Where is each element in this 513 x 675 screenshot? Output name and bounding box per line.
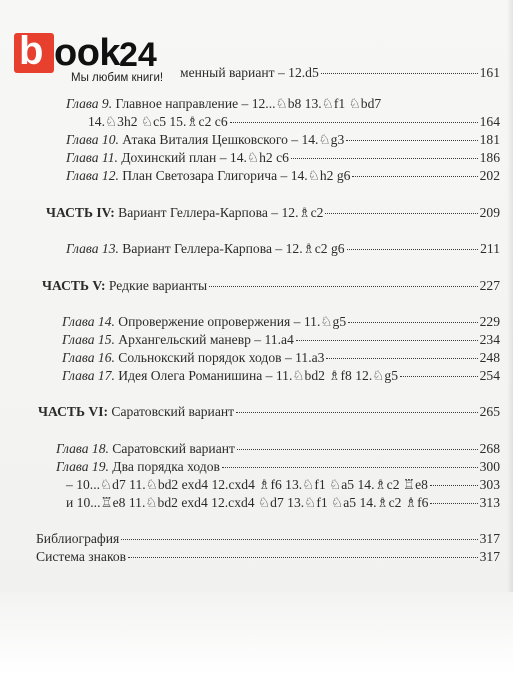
dot-leader bbox=[352, 176, 477, 177]
toc-part-row bbox=[38, 403, 500, 421]
chapter-label: Глава 16. bbox=[62, 350, 115, 365]
page-edge-shadow bbox=[507, 0, 513, 592]
logo-number: 24 bbox=[119, 36, 157, 74]
dot-leader bbox=[222, 467, 478, 468]
toc-page-number: 268 bbox=[479, 441, 500, 456]
dot-leader bbox=[121, 539, 477, 540]
toc-row bbox=[62, 349, 500, 367]
toc-row bbox=[66, 149, 500, 167]
dot-leader bbox=[348, 322, 477, 323]
toc-page-number: 186 bbox=[479, 150, 500, 165]
toc-title: и 10...♖e8 11.♘bd2 exd4 12.cxd4 ♘d7 13.♘f1 ♘a5 14.♗c2 ♗f6 bbox=[66, 495, 429, 510]
toc-title: Сольнокский порядок ходов – 11.a3 bbox=[114, 350, 325, 365]
toc-page-number: 234 bbox=[479, 332, 500, 347]
toc-row bbox=[180, 64, 500, 82]
toc-title: Редкие варианты bbox=[105, 278, 208, 293]
toc-row bbox=[66, 95, 446, 113]
toc-row bbox=[36, 530, 500, 548]
toc-row bbox=[36, 548, 500, 566]
toc-row bbox=[62, 331, 500, 349]
dot-leader bbox=[430, 485, 478, 486]
toc-page-number: 181 bbox=[479, 132, 500, 147]
chapter-label: Глава 14. bbox=[62, 314, 115, 329]
dot-leader bbox=[400, 376, 478, 377]
dot-leader bbox=[347, 249, 479, 250]
logo-tagline: Мы любим книги! bbox=[71, 72, 164, 84]
part-label: ЧАСТЬ VI: bbox=[38, 404, 109, 419]
toc-row-continuation bbox=[66, 494, 500, 512]
chapter-label: Глава 15. bbox=[62, 332, 115, 347]
chapter-label: Глава 11. bbox=[66, 150, 118, 165]
toc-page-number: 161 bbox=[479, 65, 500, 80]
toc-part-row bbox=[42, 277, 500, 295]
toc-title: менный вариант – 12.d5 bbox=[180, 65, 319, 80]
toc-page-number: 164 bbox=[479, 114, 500, 129]
dot-leader bbox=[326, 358, 477, 359]
toc-row bbox=[62, 367, 500, 385]
dot-leader bbox=[237, 449, 478, 450]
toc-page-number: 211 bbox=[480, 241, 500, 256]
toc-title-continuation: 14.♘3h2 ♘c5 15.♗c2 c6 bbox=[88, 114, 228, 129]
chapter-label: Глава 13. bbox=[66, 241, 119, 256]
dot-leader bbox=[430, 503, 477, 504]
toc-page-number: 229 bbox=[479, 314, 500, 329]
book24-logo[interactable] bbox=[14, 29, 179, 93]
dot-leader bbox=[325, 213, 477, 214]
page-bottom-margin bbox=[0, 592, 513, 675]
toc-page-number: 303 bbox=[479, 477, 500, 492]
toc-row bbox=[56, 458, 500, 476]
toc-page-number: 313 bbox=[479, 495, 500, 510]
toc-page-number: 227 bbox=[479, 278, 500, 293]
toc-row bbox=[66, 167, 500, 185]
toc-title: План Светозара Глигорича – 14.♘h2 g6 bbox=[118, 168, 351, 183]
toc-title: Два порядка ходов bbox=[108, 459, 220, 474]
toc-title: Опровержение опровержения – 11.♘g5 bbox=[114, 314, 347, 329]
toc-title: Идея Олега Романишина – 11.♘bd2 ♗f8 12.♘g5 bbox=[114, 368, 399, 383]
toc-title: Архангельский маневр – 11.a4 bbox=[114, 332, 294, 347]
chapter-label: Глава 12. bbox=[66, 168, 119, 183]
toc-row-continuation bbox=[66, 476, 500, 494]
logo-mark-letter: b bbox=[19, 29, 44, 73]
toc-page-number: 300 bbox=[479, 459, 500, 474]
chapter-label: Глава 19. bbox=[56, 459, 109, 474]
toc-title: Вариант Геллера-Карпова – 12.♗c2 bbox=[114, 205, 324, 220]
logo-wordmark: ook bbox=[54, 32, 121, 74]
dot-leader bbox=[291, 158, 478, 159]
dot-leader bbox=[346, 140, 477, 141]
toc-page-number: 202 bbox=[479, 168, 500, 183]
toc-page-number: 248 bbox=[479, 350, 500, 365]
logo-mark bbox=[14, 29, 54, 73]
toc-row bbox=[62, 313, 500, 331]
toc-part-row bbox=[46, 204, 500, 222]
toc-title: Библиография bbox=[36, 531, 120, 546]
dot-leader bbox=[128, 557, 478, 558]
toc-title: Саратовский вариант bbox=[108, 404, 235, 419]
toc-page-number: 317 bbox=[479, 531, 500, 546]
part-label: ЧАСТЬ V: bbox=[42, 278, 106, 293]
dot-leader bbox=[230, 122, 478, 123]
toc-page-number: 209 bbox=[479, 205, 500, 220]
part-label: ЧАСТЬ IV: bbox=[46, 205, 115, 220]
toc-title: Вариант Геллера-Карпова – 12.♗c2 g6 bbox=[118, 241, 345, 256]
dot-leader bbox=[296, 340, 478, 341]
chapter-label: Глава 10. bbox=[66, 132, 119, 147]
toc-page-number: 317 bbox=[479, 549, 500, 564]
toc-title: Атака Виталия Цешковского – 14.♘g3 bbox=[118, 132, 345, 147]
toc-row bbox=[66, 240, 500, 258]
toc-row bbox=[66, 131, 500, 149]
toc-title: Главное направление – 12...♘b8 13.♘f1 ♘bd7 bbox=[112, 96, 382, 111]
chapter-label: Глава 17. bbox=[62, 368, 115, 383]
toc-title: Система знаков bbox=[36, 549, 127, 564]
toc-title: – 10...♘d7 11.♘bd2 exd4 12.cxd4 ♗f6 13.♘f1 ♘a5 14.♗c2 ♖e8 bbox=[66, 477, 428, 492]
toc-row-continuation bbox=[88, 113, 500, 131]
chapter-label: Глава 9. bbox=[66, 96, 113, 111]
toc-title: Дохинский план – 14.♘h2 c6 bbox=[117, 150, 289, 165]
dot-leader bbox=[209, 286, 478, 287]
chapter-label: Глава 18. bbox=[56, 441, 109, 456]
dot-leader bbox=[236, 412, 478, 413]
toc-page-number: 265 bbox=[479, 404, 500, 419]
dot-leader bbox=[321, 73, 478, 74]
toc-title: Саратовский вариант bbox=[108, 441, 235, 456]
toc-row bbox=[56, 440, 500, 458]
toc-page-number: 254 bbox=[479, 368, 500, 383]
